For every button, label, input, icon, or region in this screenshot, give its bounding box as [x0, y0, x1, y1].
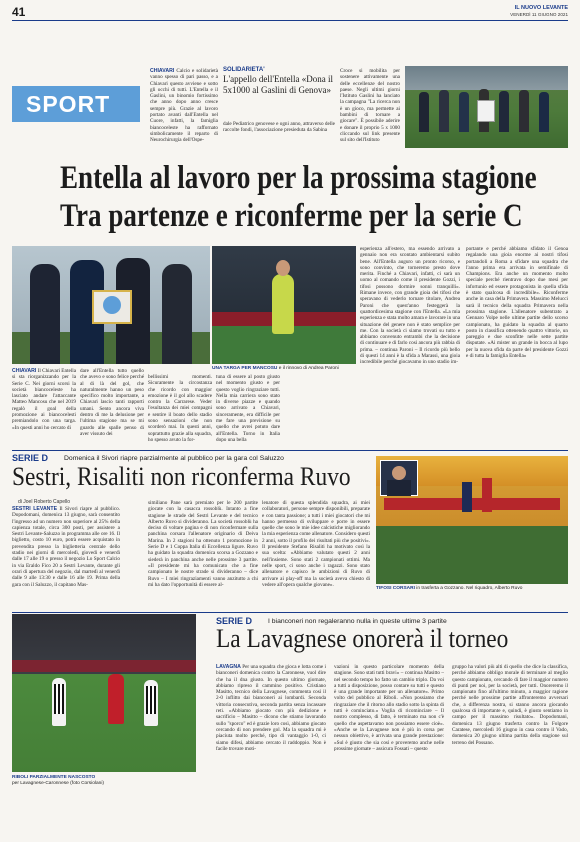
gaslini-ceremony-photo: [405, 66, 568, 148]
main-photo-caption: [212, 366, 362, 372]
main-story-col1-text: Il Chiavari Entella si sta riorganizzando per la Serie C. Nei giorni scorsi la società biancoceleste ha lasciato andare l'attaccante Matteo Mancosu che nel 2019 regalò il goal della promozione ai biancocelesti premiandolo con una targa. «In questi anni ho cercato di: [12, 368, 76, 431]
section-title: SPORT: [26, 91, 111, 117]
main-story-col2: dare all'Entella tutto quello che avevo e sono felice perché al di là del gol, che naturalmente hanno un peso specifico molto importante, a Chiavari lascio tanti rapporti umani. Sento ancora viva dentro di me la delusione per l'ultima stagione ma se mi guardo alle spalle penso di aver vissuto dei: [80, 368, 144, 437]
main-story-col3: bellissimi momenti. Sicuramente la circostanza che ricordo con maggior emozione è il gol allo scadere contro la Carrarese. Veder l'esultanza dei miei compagni e sentire il boato dello stadio sono sensazioni che non scorderò mai. In questi anni, soprattutto grazie alla squadra, ho spesso avuto la for-: [148, 374, 212, 443]
lavagnese-col3: gruppo ha valori più alti di quello che dice la classifica, perché abbiamo obbligo morale di terminare al meglio questo campionato, cercando di fare il maggior numero di punti per noi, per la società, per tutti. Onoreremo il campionato fino all'ultimo minuto, a maggior ragione perché nelle prossime partite affronteremo avversari che, a differenza nostra, si stanno ancora giocando qualcosa di importante e, quindi, è giusto sentiamo in campo per il massimo risultato». Dopodomani, domenica 13 giugno trasferta contro la Folgore Caratese, mercoledì 16 giugno in casa contro il Vado, domenica 20 giugno ultima partita della stagione sul terreno del Possano.: [452, 664, 568, 746]
sestri-headline: Sestri, Risaliti non riconferma Ruvo: [12, 462, 351, 491]
sestri-kicker: SESTRI LEVANTE: [12, 506, 58, 512]
top-story-headline: L'appello dell'Entella «Dona il 5x1000 al Gaslini di Genova»: [223, 74, 333, 95]
lavagnese-col1-text: Per una squadra che gioca e lotta come i bianconeri domenica contro la Caronnese, vuol dire che ha il dna giusto. In questo ultimo giornate, abbiamo ripreso il cammino positivo. Cristiano Masitto, tecnico della Lavagnese, commenta così il 2-0 inflitto dai bianconeri ai lombardi. Seconda vittoria consecutiva, seconda partita senza incassare reti. «Abbiamo giocato con più dedizione e sacrificio – Masitto – dicono che stiamo lavorando sullo "sporco" ed è grazie loro così, abbiamo giocato cercando di non prendere gol. Ma la squadra mi è piaciuta molto perché, tipo di vantaggio 1-0, ci siamo difesi, abbiamo cercato il raddoppio. Non è facile trovare moti-: [216, 664, 326, 752]
lavagnese-headline: La Lavagnese onorerà il torneo: [216, 624, 509, 653]
sestri-photo-caption-title: TIFOSI CORSARI: [376, 586, 415, 591]
sestri-col1: [12, 506, 120, 604]
lavagnese-rule: [12, 612, 568, 613]
top-brief-text: Calcio e solidarietà vanno spesso di pari passo, e a Chiavari questo avviene e sotto gli occhi di tutti. L'Entella e il Gaslini, un binomio fortissimo che anno dopo anno cresce sempre più. Grazie al lavoro portato avanti dall'Entella nel Cuore, infatti, la famiglia biancoceleste ha raffornato simbolicamente il reparto di Neurochirurgia dell'Ospe-: [150, 68, 218, 144]
lavagnese-photo-caption-title: RIBOLI PARZIALMENTE NASCOSTO: [12, 775, 96, 780]
header-rule: [12, 20, 568, 21]
lavagnese-match-photo: [12, 614, 196, 772]
sestri-photo-caption-text: in trasferta a Gozzano. Nel riquadro, Alberto Ruvo: [416, 586, 523, 591]
issue-date: VENERDÌ 11 GIUGNO 2021: [510, 12, 568, 17]
sestri-col2: similiano Pane sarà premiato per le 200 partite giocate con la casacca rossoblù. Intanto a fine stagione le strade del Sestri Levante e del tecnico Alberto Ruvo si divideranno. La società rossoblù ha deciso di voltare pagina e di non riconfermare sulla panchina corsara l'allenatore originario di Deiva Marina. In 2 stagioni ha ottenuto 1 promozione in Serie D e 1 Coppa Italia di Eccellenza ligure. Ruvo ha guidato la squadra domenica scorsa a Gozzano e siederà in panchina anche nelle prossime 3 partite. «Il presidente mi ha comunicato che a fine campionato le nostre strade si divideranno – dice Ruvo – I miei ringraziamenti vanno anzitutto a chi mi ha dato l'opportunità di essere al-: [148, 500, 258, 588]
lavagnese-col2: vazioni in questo particolare momento della stagione. Sono stati tutti bravi» – continua Masitto – nel secondo tempo ho fatto un cambio triplo. Da voi a tutti a disposizione, posso contare su tutti e questo è una grande importante per un allenatore». Primo volto del pubblico al Riboli. «Non possiamo che ringraziare che il ritorno allo stadio sotto la spinta di tutti è cominciato.» Voglia di ricominciare – Il nostro complesso, di fatto, è terminato ma non c'è quello che aspettavamo non possiamo essere cioè». «Anche se la Lavagnese non è più in corsa per nessun obiettivo, è arrivata una grande prestazione: «Sul è giusto che sia così e proveremo anche nelle prossime giornate – assicura Fossati – questo: [334, 664, 444, 752]
main-photo-caption-title: UNA TARGA PER MANCOSU: [212, 366, 278, 371]
ruvo-inset-photo: [380, 460, 418, 496]
sestri-label: SERIE D: [12, 453, 49, 463]
main-story-col6: portante e perché abbiamo sfidato il Genoa regalando una gioia enorme ai nostri tifosi portandoli a Roma a sfidare una squadra che l'anno prima era arrivata in semifinale di Champions. Era anche un momento molto speciale perché rientravo dopo due mesi per infortunio ed essere protagonista in quella sfida è stato qualcosa di incredibile». Riconferme anche in casa della Primavera. Massimo Melucci sarà il tecnico della squadra Primavera nella prossima stagione. L'allenatore subentrato a Gennaro Volpe nelle ultime partite dello scorso campionato, ha guidato la squadra al quarto posto in classifica ottenendo quattro vittorie, un pareggio e due sconfitte nelle sette partite disputate. «Ai mister un grande in bocca al lupo per la nuova sfida da parte del presidente Gozzi e di tutta la famiglia Entella»: [466, 246, 568, 360]
top-story-kicker: SOLIDARIETA': [223, 67, 265, 73]
lavagnese-deck: I bianconeri non regaleranno nulla in queste ultime 3 partite: [268, 618, 447, 625]
sestri-byline: di Joel Roberto Capello: [18, 499, 70, 505]
main-story-col4: tuna di essere al posto giusto nel momento giusto e per questo voglio ringraziare tutti. Nella mia carriera sono stato in diverse piazze e quando sono arrivato a Chiavari, sinceramente, era difficile per me fare una previsione su quello che avrei potuto dare all'Entella. Torno in Italia dopo una bella: [216, 374, 280, 443]
top-brief: [150, 68, 218, 144]
main-headline-line2: Tra partenze e riconferme per la serie C: [60, 198, 523, 234]
sestri-col3: lenatore di questa splendida squadra, ai miei collaboratori, persone sempre disponibili, preparate e con tanta passione; a tutti i miei giocatori che mi hanno permesso di sviluppare e porre in essere quelle che sono le mie idee calcistiche migliorando la mia esperienza come allenatore. Considero questi 2 anni, sotto il profilo dei risultati più che positivi». Il presidente Stefano Risaliti ha motivato così la sua scelta: «Abbiamo valutato questi 2 anni nell'insieme. Sono stati 2 campionati ottimi. Ma nelle sport, ci sono anche i ragazzi. Sono stato allenatore e capisco le ambizioni di Ruvo di arrivare ai play-off ma la società aveva chiesto di vedere all'opera qualche giovane».: [262, 500, 370, 588]
lavagnese-photo-caption: [12, 775, 196, 787]
section-banner: [12, 86, 140, 122]
tifosi-corsari-photo: [376, 456, 568, 584]
mancosu-plaque-photo: [12, 246, 210, 364]
sestri-col1-text: Il Sivori riapre al pubblico. Dopodomani, domenica 13 giugno, sarà consentito l'ingresso ad un numero non superiore al 25% della capienza totale, circa 300 posti, per assistere a Sestri Levante-Saluzzo in programma alle ore 16. Il biglietto, costo 10 euro, potrà essere acquistato in prevendita presso la biglietteria centrale dello stadio nei giorni di mercoledì, giovedì e venerdì dalle 17 alle 19 o presso il negozio Lo Sport Calcio in via Eraldo Fico 20 a Sestri Levante, durante gli orari di apertura del negozio, dal martedì al venerdì dalle 9 alle 13:30 e dalle 16 alle 19. Prima della gara con il Saluzzo, il capitano Mas-: [12, 506, 120, 588]
lavagnese-photo-caption-text: per Lavagnese-Caronnese (foto Corsiolani): [12, 781, 104, 786]
top-story-col1: dale Pediatrico genovese e ogni anno, attraverso delle raccolte fondi, l'associazione presieduta da Sabina: [223, 121, 335, 134]
newspaper-name: IL NUOVO LEVANTE: [514, 5, 568, 11]
main-story-col1: [12, 368, 76, 444]
sestri-photo-caption: [376, 586, 568, 592]
top-brief-kicker: CHIAVARI: [150, 68, 175, 74]
sestri-rule: [12, 450, 568, 451]
main-headline-line1: Entella al lavoro per la prossima stagione: [60, 160, 537, 196]
lavagnese-label: SERIE D: [216, 616, 253, 626]
sestri-deck: Domenica il Sivori riapre parzialmente al pubblico per la gara col Saluzzo: [64, 455, 284, 462]
main-photo-caption-text: e il rinnovo di Andrea Paroni: [278, 366, 339, 371]
page-number: 41: [12, 5, 26, 19]
main-story-kicker: CHIAVARI: [12, 368, 37, 374]
page-header: [12, 4, 568, 20]
paroni-goalkeeper-photo: [212, 246, 356, 364]
lavagnese-col1: [216, 664, 326, 776]
top-story-col2: Croce si mobilita per sostenere attivamente una delle eccellenze del nostro paese. Negli ultimi giorni l'Istituto Gaslini ha lanciato la campagna "La ricerca non è un gioco, ma permette ai bambini di tornare a giocare". È possibile aderire e donare il proprio 5 x 1000 cliccando sul link presente sul sito dell'Istituto: [340, 68, 400, 144]
main-story-col5: esperienza all'estero, ma essendo arrivato a gennaio non era scontato ambientarsi subito bene. All'Entella auguro un pronto ricorso, e sono convinto, che torneremo presto dove merita. Finché a Chiavari, infatti, ci sarà un uomo al comando come il presidente Gozzi, i tifosi possono dormire sonni tranquilli». Rimane invece, con grande gioia dei tifosi che speravano di vederlo tornare titolare, Andrea Paroni che quest'anno festeggerà la quattordicesima stagione con l'Entella. «La mia esperienza e stata molto amara e lavorare in una situazione del genere non è stato semplice per me. Con la società ci siamo trovati su tutto e abbiamo convenuto entrambi che la decisione di continuare e di farlo così ancora più rabbia di prima. – continua Paroni – Il ricordo più bello di questi 14 anni è la sfida a Marassi, una gioia incredibile perché giocavamo in uno stadio im-: [360, 246, 460, 366]
lavagnese-kicker: LAVAGNA: [216, 664, 241, 670]
